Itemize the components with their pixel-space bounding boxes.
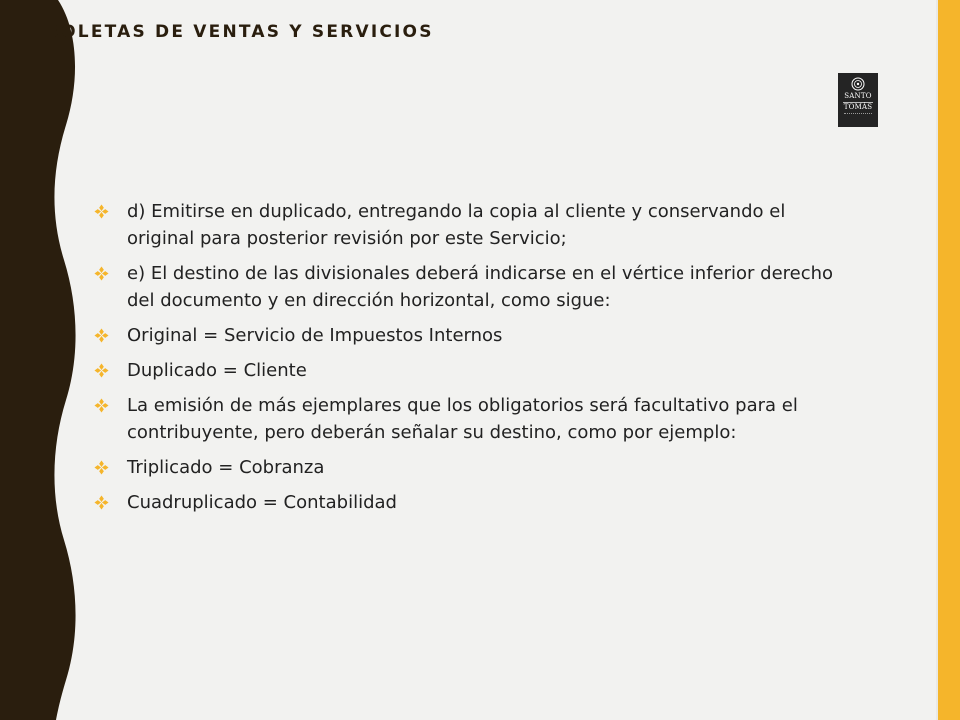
logo-text-line2: TOMÁS	[843, 103, 873, 111]
list-item	[94, 357, 834, 384]
four-diamond-bullet-icon	[94, 266, 109, 281]
slide-title: BOLETAS DE VENTAS Y SERVICIOS	[46, 22, 434, 42]
four-diamond-bullet-icon	[94, 398, 109, 413]
list-item	[94, 489, 834, 516]
four-diamond-bullet-icon	[94, 328, 109, 343]
crest-icon	[851, 77, 865, 91]
list-item-text: e) El destino de las divisionales deberá indicarse en el vértice inferior derecho del documento y en dirección horizontal, como sigue:	[127, 263, 834, 311]
list-item-text: d) Emitirse en duplicado, entregando la copia al cliente y conservando el original para posterior revisión por este Servicio;	[127, 201, 786, 249]
santo-tomas-logo	[838, 73, 878, 127]
list-item-text: Triplicado = Cobranza	[127, 457, 325, 478]
bullet-list	[94, 198, 834, 524]
list-item	[94, 392, 834, 446]
four-diamond-bullet-icon	[94, 460, 109, 475]
four-diamond-bullet-icon	[94, 495, 109, 510]
four-diamond-bullet-icon	[94, 363, 109, 378]
list-item	[94, 454, 834, 481]
list-item	[94, 260, 834, 314]
logo-text-line1: SANTO	[844, 92, 872, 100]
list-item-text: Duplicado = Cliente	[127, 360, 307, 381]
list-item-text: Cuadruplicado = Contabilidad	[127, 492, 397, 513]
four-diamond-bullet-icon	[94, 204, 109, 219]
logo-fine-print	[844, 113, 872, 116]
list-item	[94, 198, 834, 252]
left-wavy-band	[0, 0, 80, 720]
right-accent-band	[938, 0, 960, 720]
list-item-text: Original = Servicio de Impuestos Internos	[127, 325, 503, 346]
list-item-text: La emisión de más ejemplares que los obligatorios será facultativo para el contribuyente, pero deberán señalar su destino, como por ejemplo:	[127, 395, 798, 443]
list-item	[94, 322, 834, 349]
